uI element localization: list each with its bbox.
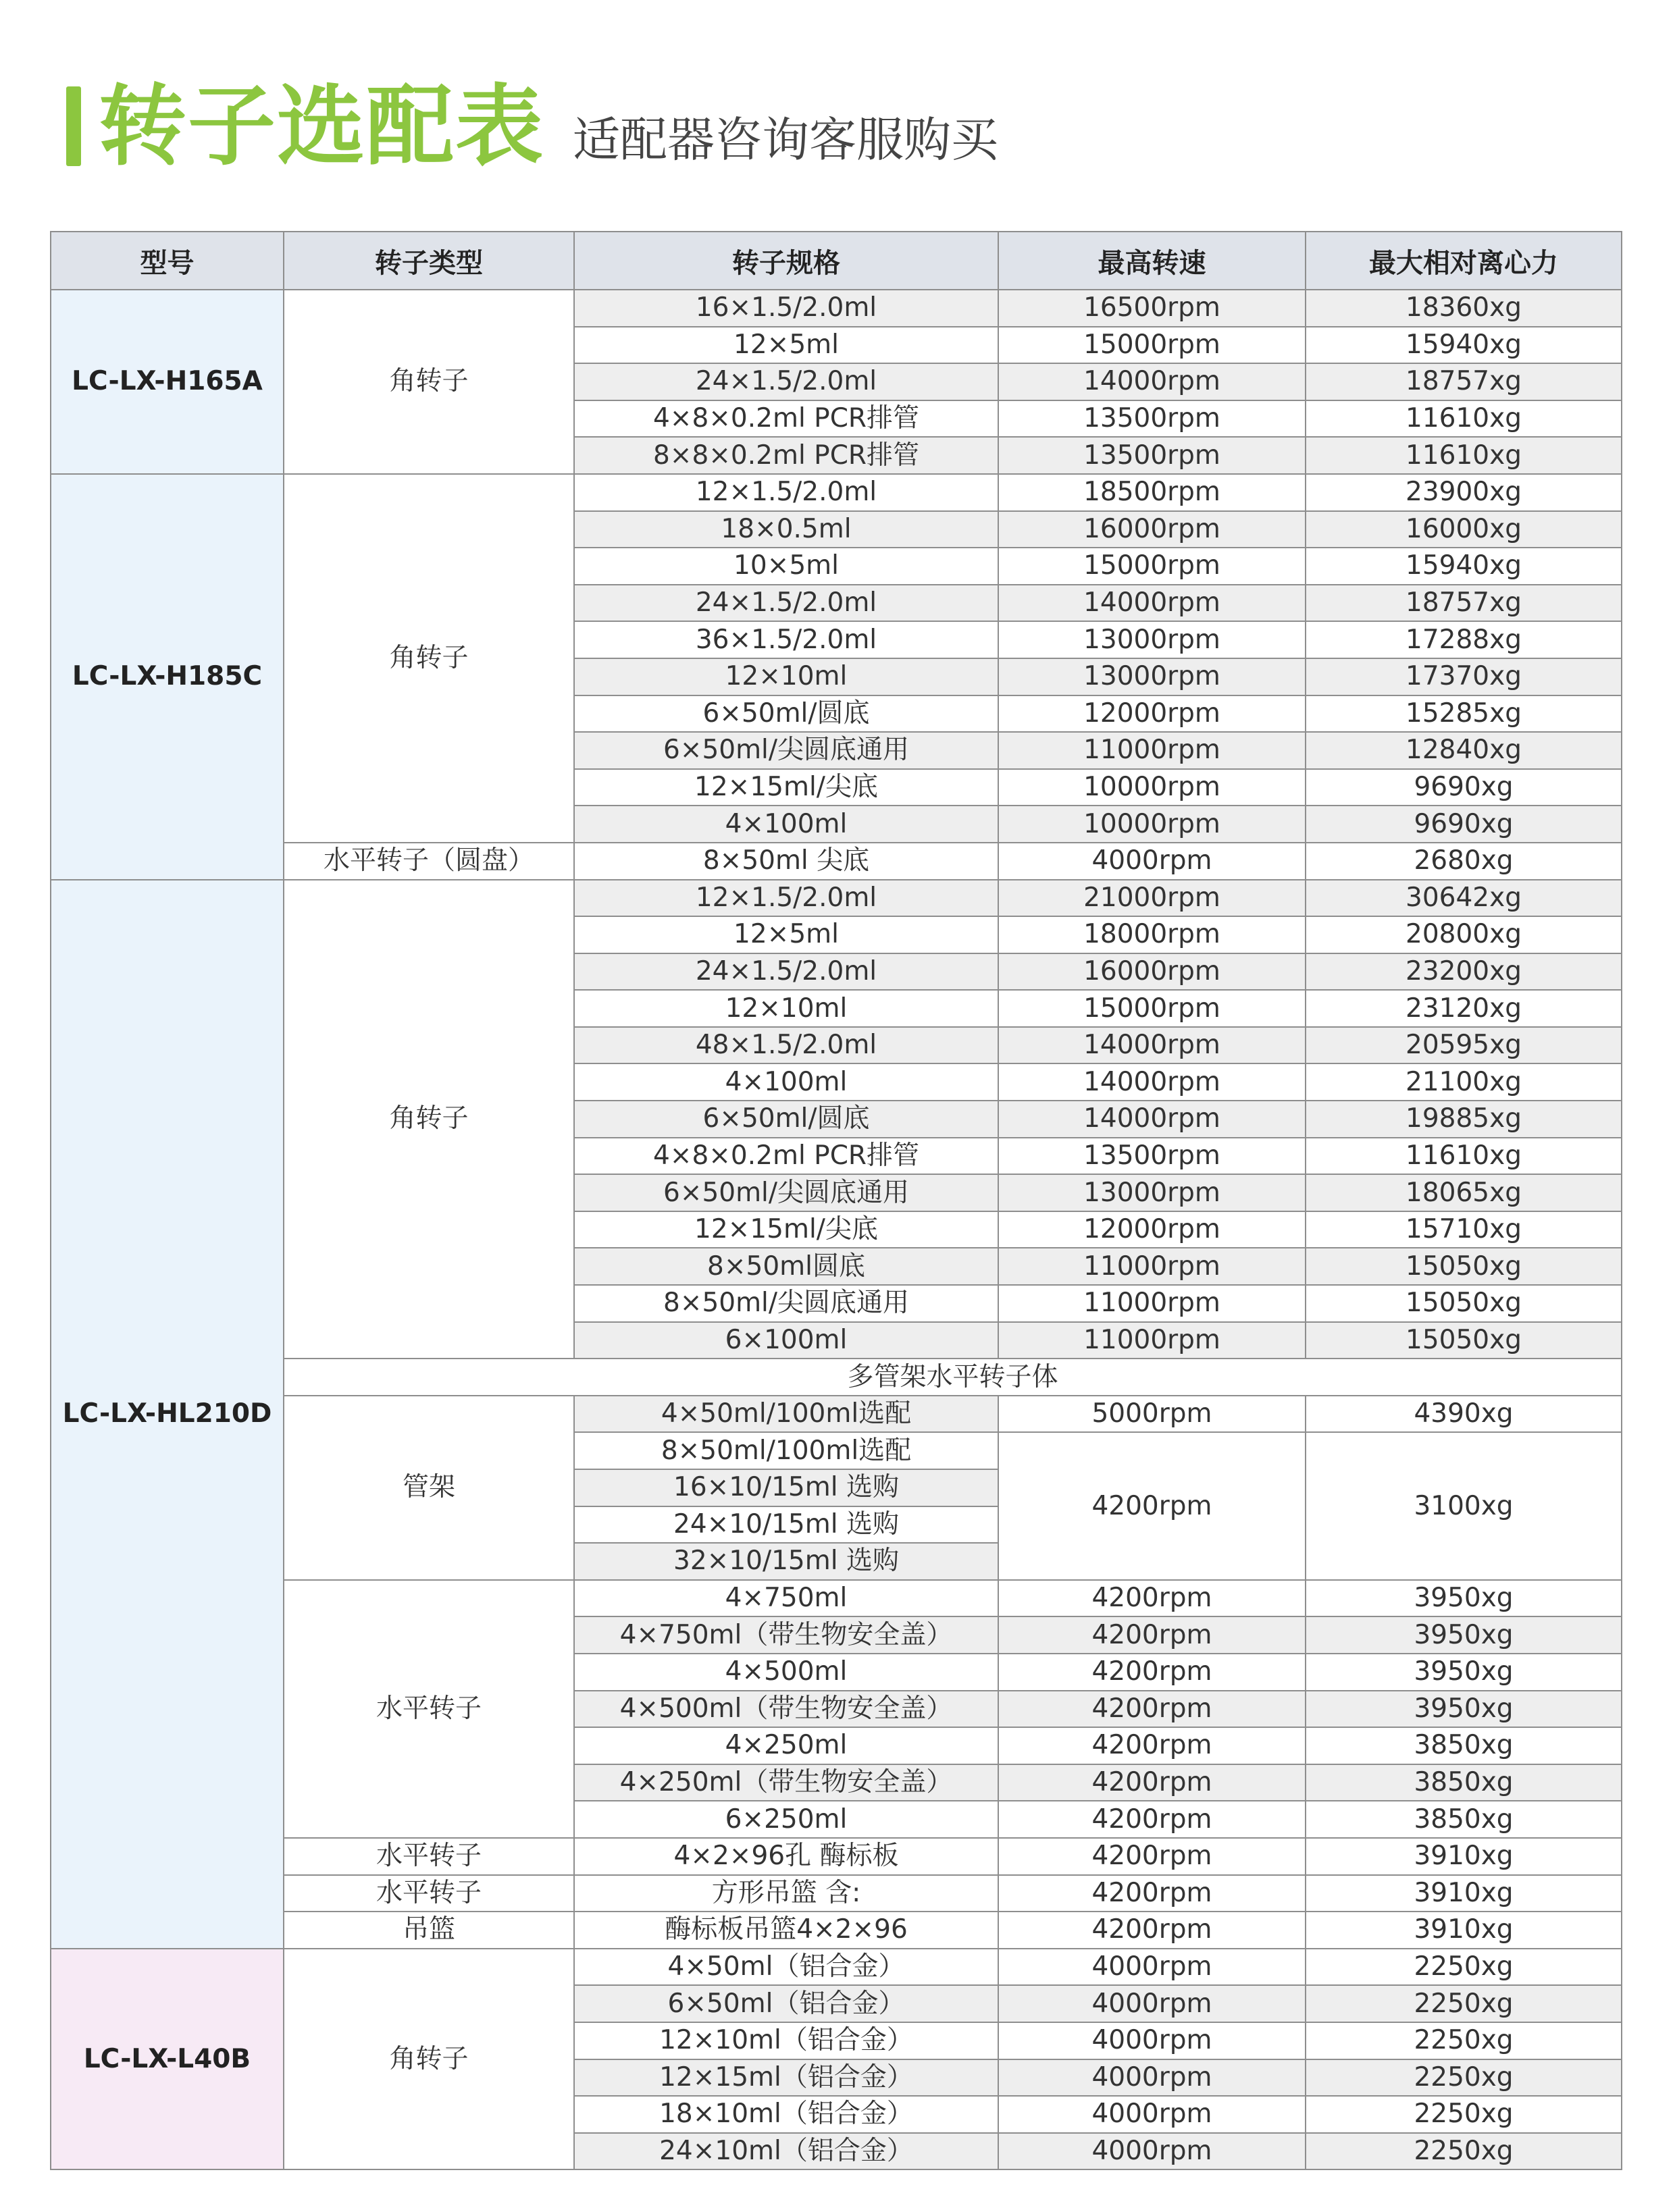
rcf-cell: 3950xg [1306,1616,1622,1654]
rcf-cell: 21100xg [1306,1063,1622,1101]
header-max-rcf: 最大相对离心力 [1306,232,1622,290]
rotor-type-cell: 水平转子（圆盘） [284,843,574,880]
spec-cell: 4×250ml [574,1727,998,1764]
spec-cell: 10×5ml [574,548,998,585]
spec-cell: 16×1.5/2.0ml [574,290,998,327]
rcf-cell: 2250xg [1306,1985,1622,2022]
spec-cell: 4×8×0.2ml PCR排管 [574,400,998,438]
rcf-cell: 2250xg [1306,2059,1622,2097]
table-row [51,1359,1622,1396]
spec-cell: 8×50ml圆底 [574,1248,998,1285]
spec-cell: 12×15ml/尖底 [574,1211,998,1248]
rcf-cell: 3100xg [1306,1432,1622,1579]
spec-cell: 12×15ml/尖底 [574,769,998,806]
rcf-cell: 11610xg [1306,1138,1622,1175]
rcf-cell: 12840xg [1306,732,1622,769]
rotor-type-cell: 水平转子 [284,1838,574,1875]
speed-cell: 11000rpm [998,1322,1306,1359]
speed-cell: 21000rpm [998,880,1306,917]
speed-cell: 11000rpm [998,732,1306,769]
spec-cell: 12×1.5/2.0ml [574,474,998,511]
rcf-cell: 3850xg [1306,1764,1622,1801]
title-accent-bar [66,86,81,166]
rcf-cell: 15940xg [1306,548,1622,585]
spec-cell: 18×10ml（铝合金） [574,2096,998,2133]
speed-cell: 5000rpm [998,1396,1306,1433]
rcf-cell: 2680xg [1306,843,1622,880]
speed-cell: 12000rpm [998,1211,1306,1248]
speed-cell: 4000rpm [998,2022,1306,2059]
spec-cell: 4×750ml（带生物安全盖） [574,1616,998,1654]
table-row [51,474,1622,511]
spec-cell: 36×1.5/2.0ml [574,621,998,658]
spec-cell: 8×50ml/尖圆底通用 [574,1285,998,1322]
table-row [51,1580,1622,1617]
spec-cell: 6×50ml/尖圆底通用 [574,1174,998,1211]
spec-cell: 12×1.5/2.0ml [574,880,998,917]
header-rotor-spec: 转子规格 [574,232,998,290]
spec-cell: 24×1.5/2.0ml [574,585,998,622]
spec-cell: 24×1.5/2.0ml [574,363,998,400]
rotor-type-cell: 水平转子 [284,1580,574,1838]
rcf-cell: 2250xg [1306,1949,1622,1986]
rcf-cell: 16000xg [1306,511,1622,548]
rcf-cell: 3950xg [1306,1691,1622,1728]
rcf-cell: 19885xg [1306,1101,1622,1138]
speed-cell: 13500rpm [998,437,1306,474]
rotor-type-cell: 角转子 [284,290,574,474]
spec-cell: 4×8×0.2ml PCR排管 [574,1138,998,1175]
speed-cell: 4000rpm [998,2133,1306,2170]
table-row [51,1396,1622,1433]
spec-cell: 6×50ml/尖圆底通用 [574,732,998,769]
rcf-cell: 3910xg [1306,1838,1622,1875]
speed-cell: 11000rpm [998,1285,1306,1322]
spec-cell: 4×2×96孔 酶标板 [574,1838,998,1875]
rcf-cell: 3850xg [1306,1801,1622,1838]
speed-cell: 4200rpm [998,1764,1306,1801]
spec-cell: 6×50ml/圆底 [574,1101,998,1138]
spec-cell: 4×50ml/100ml选配 [574,1396,998,1433]
speed-cell: 14000rpm [998,1063,1306,1101]
speed-cell: 4000rpm [998,1985,1306,2022]
rcf-cell: 15285xg [1306,695,1622,733]
table-row [51,1838,1622,1875]
speed-cell: 14000rpm [998,363,1306,400]
speed-cell: 10000rpm [998,769,1306,806]
rcf-cell: 20595xg [1306,1027,1622,1064]
rcf-cell: 9690xg [1306,806,1622,843]
speed-cell: 4200rpm [998,1691,1306,1728]
spec-cell: 32×10/15ml 选购 [574,1543,998,1580]
header-model: 型号 [51,232,284,290]
rcf-cell: 2250xg [1306,2096,1622,2133]
speed-cell: 4200rpm [998,1580,1306,1617]
spec-cell: 18×0.5ml [574,511,998,548]
spec-cell: 4×100ml [574,806,998,843]
rcf-cell: 18360xg [1306,290,1622,327]
speed-cell: 13000rpm [998,621,1306,658]
rcf-cell: 11610xg [1306,437,1622,474]
table-row [51,1912,1622,1949]
rotor-type-cell: 吊篮 [284,1912,574,1949]
speed-cell: 4200rpm [998,1801,1306,1838]
speed-cell: 13000rpm [998,658,1306,695]
rcf-cell: 3850xg [1306,1727,1622,1764]
table-row [51,880,1622,917]
speed-cell: 13000rpm [998,1174,1306,1211]
speed-cell: 4200rpm [998,1432,1306,1579]
spec-cell: 6×50ml（铝合金） [574,1985,998,2022]
speed-cell: 14000rpm [998,585,1306,622]
rcf-cell: 15710xg [1306,1211,1622,1248]
speed-cell: 4200rpm [998,1875,1306,1912]
rcf-cell: 23120xg [1306,990,1622,1027]
spec-cell: 16×10/15ml 选购 [574,1469,998,1506]
speed-cell: 13500rpm [998,1138,1306,1175]
speed-cell: 16000rpm [998,953,1306,991]
speed-cell: 4200rpm [998,1727,1306,1764]
speed-cell: 18500rpm [998,474,1306,511]
speed-cell: 11000rpm [998,1248,1306,1285]
rcf-cell: 3950xg [1306,1580,1622,1617]
table-row [51,1875,1622,1912]
rcf-cell: 20800xg [1306,916,1622,953]
spec-cell: 6×100ml [574,1322,998,1359]
spec-cell: 12×10ml [574,658,998,695]
rcf-cell: 3910xg [1306,1912,1622,1949]
rcf-cell: 15050xg [1306,1248,1622,1285]
rcf-cell: 17370xg [1306,658,1622,695]
speed-cell: 13500rpm [998,400,1306,438]
rcf-cell: 18065xg [1306,1174,1622,1211]
spec-cell: 4×500ml [574,1654,998,1691]
rotor-type-cell: 角转子 [284,1949,574,2170]
speed-cell: 15000rpm [998,327,1306,364]
rcf-cell: 17288xg [1306,621,1622,658]
spec-cell: 24×10/15ml 选购 [574,1506,998,1544]
rcf-cell: 2250xg [1306,2133,1622,2170]
spec-cell: 24×10ml（铝合金） [574,2133,998,2170]
speed-cell: 14000rpm [998,1101,1306,1138]
rcf-cell: 15050xg [1306,1285,1622,1322]
spec-cell: 方形吊篮 含: [574,1875,998,1912]
spec-cell: 4×500ml（带生物安全盖） [574,1691,998,1728]
speed-cell: 18000rpm [998,916,1306,953]
rcf-cell: 3910xg [1306,1875,1622,1912]
header-rotor-type: 转子类型 [284,232,574,290]
model-cell: LC-LX-H185C [51,474,284,880]
spec-cell: 8×50ml 尖底 [574,843,998,880]
spec-cell: 24×1.5/2.0ml [574,953,998,991]
rcf-cell: 2250xg [1306,2022,1622,2059]
page-subtitle: 适配器咨询客服购买 [573,112,999,167]
speed-cell: 4000rpm [998,843,1306,880]
speed-cell: 10000rpm [998,806,1306,843]
speed-cell: 15000rpm [998,548,1306,585]
rcf-cell: 3950xg [1306,1654,1622,1691]
speed-cell: 12000rpm [998,695,1306,733]
speed-cell: 14000rpm [998,1027,1306,1064]
speed-cell: 16000rpm [998,511,1306,548]
spec-cell: 12×10ml [574,990,998,1027]
speed-cell: 4200rpm [998,1616,1306,1654]
speed-cell: 4000rpm [998,1949,1306,1986]
table-row [51,290,1622,327]
table-row [51,843,1622,880]
rotor-type-cell: 角转子 [284,474,574,843]
section-heading-cell: 多管架水平转子体 [284,1359,1622,1396]
speed-cell: 4200rpm [998,1912,1306,1949]
spec-cell: 8×8×0.2ml PCR排管 [574,437,998,474]
header-max-speed: 最高转速 [998,232,1306,290]
spec-cell: 4×250ml（带生物安全盖） [574,1764,998,1801]
speed-cell: 4000rpm [998,2059,1306,2097]
rcf-cell: 11610xg [1306,400,1622,438]
rcf-cell: 18757xg [1306,585,1622,622]
speed-cell: 4000rpm [998,2096,1306,2133]
rotor-selection-table [50,231,1622,2170]
rotor-type-cell: 角转子 [284,880,574,1359]
title-bar [66,75,999,178]
rotor-type-cell: 水平转子 [284,1875,574,1912]
model-cell: LC-LX-H165A [51,290,284,474]
rcf-cell: 15940xg [1306,327,1622,364]
rcf-cell: 18757xg [1306,363,1622,400]
spec-cell: 12×15ml（铝合金） [574,2059,998,2097]
speed-cell: 4200rpm [998,1654,1306,1691]
table-header-row [51,232,1622,290]
spec-cell: 4×50ml（铝合金） [574,1949,998,1986]
spec-cell: 12×5ml [574,916,998,953]
spec-cell: 12×5ml [574,327,998,364]
rotor-type-cell: 管架 [284,1396,574,1580]
spec-cell: 4×750ml [574,1580,998,1617]
rcf-cell: 23900xg [1306,474,1622,511]
page-title: 转子选配表 [99,75,545,178]
speed-cell: 15000rpm [998,990,1306,1027]
spec-cell: 6×50ml/圆底 [574,695,998,733]
spec-cell: 6×250ml [574,1801,998,1838]
spec-cell: 4×100ml [574,1063,998,1101]
spec-cell: 8×50ml/100ml选配 [574,1432,998,1469]
table-row [51,1949,1622,1986]
rcf-cell: 9690xg [1306,769,1622,806]
rcf-cell: 23200xg [1306,953,1622,991]
spec-cell: 48×1.5/2.0ml [574,1027,998,1064]
model-cell: LC-LX-L40B [51,1949,284,2170]
spec-cell: 酶标板吊篮4×2×96 [574,1912,998,1949]
rcf-cell: 30642xg [1306,880,1622,917]
spec-cell: 12×10ml（铝合金） [574,2022,998,2059]
rcf-cell: 15050xg [1306,1322,1622,1359]
speed-cell: 16500rpm [998,290,1306,327]
speed-cell: 4200rpm [998,1838,1306,1875]
rcf-cell: 4390xg [1306,1396,1622,1433]
model-cell: LC-LX-HL210D [51,880,284,1949]
